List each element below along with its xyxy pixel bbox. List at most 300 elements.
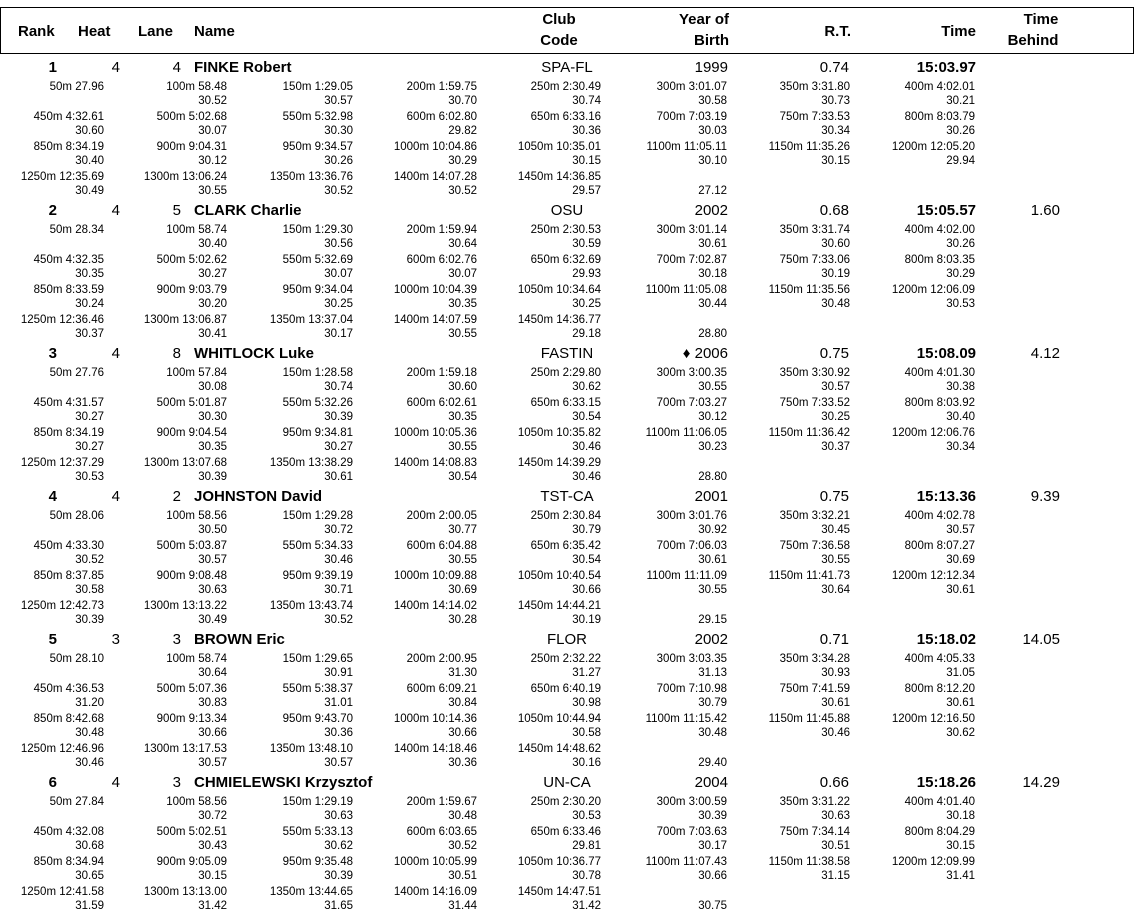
split-time: 1200m 12:12.34 [891,570,975,582]
split-interval: 30.34 [821,125,850,137]
split-interval: 30.71 [324,584,353,596]
split-time: 250m 2:30.20 [530,796,601,808]
club-code: TST-CA [540,488,594,505]
split-interval: 30.61 [698,238,727,250]
split-time: 1150m 11:41.73 [768,570,850,582]
split-interval: 30.25 [821,411,850,423]
split-time: 250m 2:30.53 [530,224,601,236]
split-interval: 30.55 [448,441,477,453]
split-interval: 31.20 [75,697,104,709]
final-time: 15:18.26 [916,774,976,791]
split-interval: 30.51 [821,840,850,852]
split-time: 400m 4:01.40 [904,796,975,808]
split-interval: 30.58 [572,727,601,739]
rank: 2 [48,202,57,219]
split-interval: 30.46 [324,554,353,566]
split-time: 50m 27.76 [49,367,104,379]
split-interval: 30.41 [198,328,227,340]
split-time: 400m 4:05.33 [904,653,975,665]
split-interval: 30.16 [572,757,601,769]
split-time: 350m 3:31.74 [779,224,850,236]
split-interval: 30.39 [324,870,353,882]
time-behind: 14.05 [1022,631,1060,648]
split-time: 300m 3:01.07 [656,81,727,93]
final-time: 15:18.02 [916,631,976,648]
split-time: 600m 6:03.65 [406,826,477,838]
split-interval: 30.18 [698,268,727,280]
split-time: 400m 4:02.78 [904,510,975,522]
split-interval: 30.15 [821,155,850,167]
split-time: 800m 8:07.27 [904,540,975,552]
split-interval: 30.39 [198,471,227,483]
header-yob-line1: Year of [678,11,729,28]
split-time: 750m 7:34.14 [779,826,850,838]
split-time: 200m 1:59.94 [406,224,477,236]
header-rank: Rank [18,23,55,40]
split-interval: 30.62 [324,840,353,852]
swimmer-name: BROWN Eric [194,631,285,648]
split-time: 1250m 12:41.58 [20,886,104,898]
split-interval: 30.38 [946,381,975,393]
split-interval: 31.42 [198,900,227,912]
split-time: 1350m 13:44.65 [269,886,353,898]
split-interval: 30.73 [821,95,850,107]
final-time: 15:03.97 [916,59,976,76]
split-time: 1250m 12:46.96 [20,743,104,755]
split-time: 850m 8:42.68 [33,713,104,725]
split-interval: 30.54 [572,411,601,423]
split-time: 1050m 10:35.82 [517,427,601,439]
split-interval: 30.46 [572,441,601,453]
split-time: 400m 4:02.01 [904,81,975,93]
split-interval: 30.27 [75,411,104,423]
split-interval: 30.29 [946,268,975,280]
split-interval: 30.48 [448,810,477,822]
split-interval: 30.55 [698,584,727,596]
header-yob-line2: Birth [694,32,729,49]
split-time: 1250m 12:36.46 [20,314,104,326]
split-time: 650m 6:35.42 [530,540,601,552]
split-interval: 30.48 [75,727,104,739]
lane: 8 [172,345,181,362]
split-time: 550m 5:32.26 [282,397,353,409]
heat: 4 [111,59,120,76]
split-interval: 30.21 [946,95,975,107]
split-interval: 30.53 [75,471,104,483]
split-interval: 30.28 [448,614,477,626]
split-interval: 30.35 [448,411,477,423]
split-interval: 30.52 [448,185,477,197]
year-of-birth: 2002 [694,631,728,648]
split-time: 600m 6:09.21 [406,683,477,695]
split-time: 300m 3:00.35 [656,367,727,379]
split-interval: 30.74 [572,95,601,107]
split-time: 200m 2:00.05 [406,510,477,522]
header-time: Time [941,23,976,40]
split-time: 1050m 10:35.01 [517,141,601,153]
split-time: 500m 5:01.87 [156,397,227,409]
split-time: 1150m 11:35.26 [768,141,850,153]
split-time: 900m 9:05.09 [156,856,227,868]
split-interval: 30.57 [821,381,850,393]
split-interval: 30.61 [946,697,975,709]
split-time: 150m 1:29.05 [282,81,353,93]
split-time: 1300m 13:06.87 [143,314,227,326]
split-time: 650m 6:33.15 [530,397,601,409]
split-time: 1100m 11:07.43 [645,856,727,868]
split-interval: 30.70 [448,95,477,107]
split-time: 450m 4:31.57 [33,397,104,409]
split-time: 950m 9:43.70 [282,713,353,725]
split-interval: 30.52 [448,840,477,852]
split-time: 500m 5:07.36 [156,683,227,695]
split-interval: 30.44 [698,298,727,310]
result-row [0,203,1135,346]
split-interval: 30.30 [324,125,353,137]
split-interval: 30.72 [324,524,353,536]
split-time: 400m 4:02.00 [904,224,975,236]
split-interval: 30.35 [448,298,477,310]
heat: 4 [111,488,120,505]
split-time: 1200m 12:05.20 [891,141,975,153]
split-time: 1100m 11:11.09 [646,570,727,582]
split-interval: 30.69 [946,554,975,566]
split-time: 1300m 13:07.68 [143,457,227,469]
final-time: 15:05.57 [916,202,976,219]
split-interval: 30.19 [821,268,850,280]
split-time: 500m 5:02.62 [156,254,227,266]
rank: 3 [48,345,57,362]
club-code: FLOR [546,631,587,648]
split-interval: 30.52 [324,185,353,197]
split-interval: 30.39 [698,810,727,822]
split-time: 800m 8:03.35 [904,254,975,266]
club-code: FASTIN [540,345,594,362]
split-interval: 27.12 [698,185,727,197]
split-time: 550m 5:38.37 [282,683,353,695]
result-row [0,775,1135,918]
split-time: 500m 5:02.51 [156,826,227,838]
rank: 1 [48,59,57,76]
split-interval: 30.79 [698,697,727,709]
split-interval: 29.57 [572,185,601,197]
split-interval: 30.74 [324,381,353,393]
split-time: 250m 2:29.80 [530,367,601,379]
split-interval: 30.45 [821,524,850,536]
split-time: 500m 5:02.68 [156,111,227,123]
split-interval: 30.60 [821,238,850,250]
split-time: 750m 7:33.52 [779,397,850,409]
split-time: 800m 8:03.79 [904,111,975,123]
split-interval: 29.18 [572,328,601,340]
split-interval: 29.81 [572,840,601,852]
split-time: 950m 9:34.57 [282,141,353,153]
split-interval: 30.57 [198,757,227,769]
split-time: 900m 9:13.34 [156,713,227,725]
split-interval: 30.25 [572,298,601,310]
split-time: 650m 6:33.46 [530,826,601,838]
split-time: 1400m 14:14.02 [393,600,477,612]
split-time: 950m 9:35.48 [282,856,353,868]
split-interval: 30.77 [448,524,477,536]
split-time: 950m 9:34.04 [282,284,353,296]
split-time: 1000m 10:05.99 [393,856,477,868]
split-time: 1150m 11:35.56 [768,284,850,296]
result-row [0,346,1135,489]
header-behind-line1: Time [1023,11,1059,28]
split-interval: 28.80 [698,328,727,340]
split-time: 100m 58.74 [166,653,227,665]
split-time: 750m 7:41.59 [779,683,850,695]
split-interval: 30.62 [572,381,601,393]
split-time: 150m 1:29.65 [282,653,353,665]
split-interval: 30.98 [572,697,601,709]
split-time: 450m 4:32.61 [33,111,104,123]
split-interval: 30.46 [821,727,850,739]
split-time: 1350m 13:48.10 [269,743,353,755]
split-time: 500m 5:03.87 [156,540,227,552]
split-time: 350m 3:31.80 [779,81,850,93]
split-time: 1400m 14:18.46 [393,743,477,755]
swimmer-name: FINKE Robert [194,59,292,76]
result-row [0,632,1135,775]
split-interval: 30.12 [698,411,727,423]
split-interval: 31.30 [448,667,477,679]
split-time: 1050m 10:36.77 [517,856,601,868]
split-time: 1050m 10:34.64 [517,284,601,296]
split-time: 1100m 11:05.08 [645,284,727,296]
split-time: 1450m 14:48.62 [517,743,601,755]
split-time: 50m 28.10 [49,653,104,665]
split-time: 600m 6:02.80 [406,111,477,123]
split-time: 1000m 10:14.36 [393,713,477,725]
split-time: 1350m 13:36.76 [269,171,353,183]
split-interval: 30.40 [946,411,975,423]
split-time: 550m 5:32.69 [282,254,353,266]
split-interval: 30.55 [448,554,477,566]
split-time: 800m 8:04.29 [904,826,975,838]
split-time: 700m 7:06.03 [656,540,727,552]
split-time: 850m 8:34.19 [33,427,104,439]
split-interval: 30.36 [448,757,477,769]
split-interval: 30.57 [324,757,353,769]
split-interval: 30.92 [698,524,727,536]
split-interval: 30.48 [698,727,727,739]
split-interval: 30.52 [75,554,104,566]
split-time: 700m 7:03.27 [656,397,727,409]
split-time: 200m 1:59.75 [406,81,477,93]
split-time: 900m 9:04.54 [156,427,227,439]
split-time: 1050m 10:44.94 [517,713,601,725]
split-interval: 30.62 [946,727,975,739]
split-time: 650m 6:40.19 [530,683,601,695]
split-interval: 30.66 [448,727,477,739]
swimmer-name: JOHNSTON David [194,488,323,505]
result-row [0,489,1135,632]
lane: 2 [172,488,181,505]
split-interval: 30.25 [324,298,353,310]
split-time: 150m 1:29.19 [282,796,353,808]
split-interval: 29.15 [698,614,727,626]
split-interval: 30.26 [946,125,975,137]
split-time: 150m 1:28.58 [282,367,353,379]
split-time: 400m 4:01.30 [904,367,975,379]
split-interval: 30.07 [448,268,477,280]
rank: 5 [48,631,57,648]
split-time: 650m 6:33.16 [530,111,601,123]
split-time: 350m 3:31.22 [779,796,850,808]
split-interval: 30.64 [821,584,850,596]
split-time: 50m 27.96 [49,81,104,93]
split-time: 1000m 10:09.88 [393,570,477,582]
split-interval: 30.46 [75,757,104,769]
split-interval: 30.23 [698,441,727,453]
split-interval: 30.57 [946,524,975,536]
split-interval: 30.59 [572,238,601,250]
split-interval: 30.72 [198,810,227,822]
split-time: 1200m 12:06.76 [891,427,975,439]
split-interval: 30.54 [572,554,601,566]
split-time: 200m 1:59.18 [406,367,477,379]
split-time: 1000m 10:04.86 [393,141,477,153]
split-interval: 30.56 [324,238,353,250]
club-code: OSU [550,202,584,219]
split-interval: 30.53 [946,298,975,310]
results-list [0,60,1135,920]
split-time: 100m 58.74 [166,224,227,236]
split-interval: 30.20 [198,298,227,310]
split-time: 1400m 14:16.09 [393,886,477,898]
split-interval: 30.51 [448,870,477,882]
split-time: 1250m 12:35.69 [20,171,104,183]
split-interval: 30.63 [821,810,850,822]
split-time: 750m 7:33.53 [779,111,850,123]
split-time: 1150m 11:45.88 [768,713,850,725]
split-time: 600m 6:02.61 [406,397,477,409]
header-name: Name [194,23,235,40]
split-interval: 31.05 [946,667,975,679]
split-time: 550m 5:32.98 [282,111,353,123]
split-interval: 31.15 [821,870,850,882]
split-interval: 30.37 [821,441,850,453]
split-time: 450m 4:32.35 [33,254,104,266]
reaction-time: 0.68 [819,202,849,219]
lane: 3 [172,774,181,791]
split-interval: 30.35 [75,268,104,280]
split-interval: 30.48 [821,298,850,310]
split-time: 1150m 11:38.58 [768,856,850,868]
split-interval: 31.13 [698,667,727,679]
split-time: 1450m 14:39.29 [517,457,601,469]
split-time: 1200m 12:06.09 [891,284,975,296]
split-interval: 30.39 [324,411,353,423]
split-time: 1450m 14:44.21 [517,600,601,612]
split-time: 250m 2:30.49 [530,81,601,93]
split-time: 1150m 11:36.42 [768,427,850,439]
split-time: 750m 7:36.58 [779,540,850,552]
split-interval: 30.19 [572,614,601,626]
split-time: 600m 6:04.88 [406,540,477,552]
split-interval: 30.79 [572,524,601,536]
split-interval: 30.57 [198,554,227,566]
final-time: 15:08.09 [916,345,976,362]
club-code: SPA-FL [541,59,593,76]
split-interval: 30.53 [572,810,601,822]
split-time: 850m 8:37.85 [33,570,104,582]
split-interval: 30.57 [324,95,353,107]
table-header [0,7,1134,54]
final-time: 15:13.36 [916,488,976,505]
split-interval: 29.94 [946,155,975,167]
heat: 4 [111,345,120,362]
split-interval: 28.80 [698,471,727,483]
split-interval: 30.63 [324,810,353,822]
split-time: 50m 28.06 [49,510,104,522]
split-time: 1000m 10:04.39 [393,284,477,296]
reaction-time: 0.74 [819,59,849,76]
split-interval: 30.39 [75,614,104,626]
split-interval: 30.26 [324,155,353,167]
year-of-birth: 2001 [694,488,728,505]
result-row [0,60,1135,203]
split-interval: 30.60 [75,125,104,137]
split-interval: 30.37 [75,328,104,340]
reaction-time: 0.75 [819,345,849,362]
split-interval: 30.93 [821,667,850,679]
split-time: 1350m 13:38.29 [269,457,353,469]
split-interval: 30.52 [324,614,353,626]
split-interval: 30.69 [448,584,477,596]
time-behind: 1.60 [1030,202,1060,219]
split-interval: 30.66 [198,727,227,739]
split-time: 100m 58.56 [166,510,227,522]
split-interval: 30.34 [946,441,975,453]
split-time: 1300m 13:06.24 [143,171,227,183]
split-interval: 30.65 [75,870,104,882]
split-time: 100m 58.56 [166,796,227,808]
split-interval: 29.40 [698,757,727,769]
split-interval: 31.27 [572,667,601,679]
heat: 4 [111,202,120,219]
split-time: 1350m 13:43.74 [269,600,353,612]
split-time: 250m 2:32.22 [530,653,601,665]
split-interval: 30.78 [572,870,601,882]
split-interval: 30.61 [821,697,850,709]
heat: 3 [111,631,120,648]
split-time: 750m 7:33.06 [779,254,850,266]
split-time: 150m 1:29.30 [282,224,353,236]
split-time: 950m 9:34.81 [282,427,353,439]
split-time: 700m 7:02.87 [656,254,727,266]
split-time: 1050m 10:40.54 [517,570,601,582]
split-interval: 30.49 [198,614,227,626]
split-time: 100m 58.48 [166,81,227,93]
split-interval: 30.63 [198,584,227,596]
split-interval: 30.40 [75,155,104,167]
split-interval: 30.17 [324,328,353,340]
split-time: 50m 27.84 [49,796,104,808]
split-time: 1200m 12:16.50 [891,713,975,725]
time-behind: 14.29 [1022,774,1060,791]
split-interval: 30.10 [698,155,727,167]
split-time: 1100m 11:15.42 [645,713,727,725]
reaction-time: 0.71 [819,631,849,648]
split-time: 1100m 11:06.05 [645,427,727,439]
time-behind: 4.12 [1030,345,1060,362]
rank: 6 [48,774,57,791]
year-of-birth: 2002 [694,202,728,219]
split-interval: 30.29 [448,155,477,167]
